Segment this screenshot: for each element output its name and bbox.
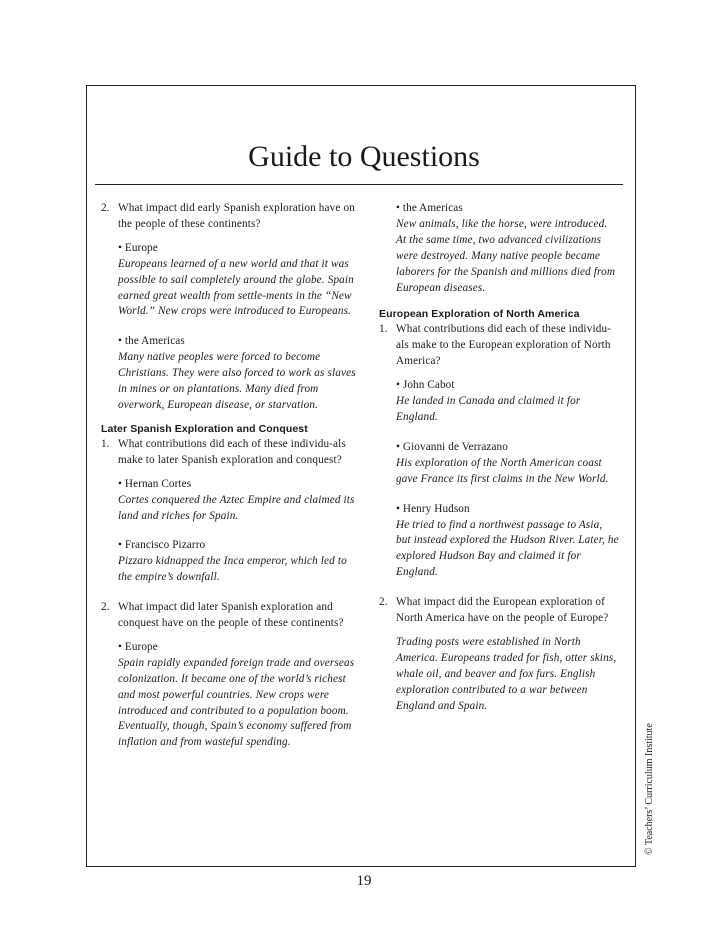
answer-text: Many native peoples were forced to become Christians. They were also forced to work as slaves in mines or on plantations. Many died from overwork, European disease, or starvation. xyxy=(118,351,356,411)
answer-text: Spain rapidly expanded foreign trade and overseas colonization. It became one of the world’s richest and most powerful countries. New crops were introduced and contributed to a population boom. Eventually, though, Spain’s economy suffered from inflation and from wasteful spending. xyxy=(118,656,355,749)
answer-text: He tried to find a northwest passage to Asia, but instead explored the Hudson River. Later, he explored Hudson Bay and claimed it for England. xyxy=(396,518,619,579)
question-text: What impact did the European exploration of North America have on the people of Europe? xyxy=(396,596,609,625)
question-text: What contributions did each of these individu-als make to later Spanish exploration and conquest? xyxy=(118,437,346,466)
subtopic-label: • Henry Hudson xyxy=(396,502,470,515)
left-column xyxy=(101,201,356,751)
question-number: 1. xyxy=(101,437,110,450)
subtopic-label: • the Americas xyxy=(396,202,463,214)
question-item xyxy=(101,201,356,233)
section-heading: Later Spanish Exploration and Conquest xyxy=(101,422,308,435)
question-number: 2. xyxy=(379,596,388,609)
question-item xyxy=(101,437,356,469)
copyright-notice: © Teachers’ Curriculum Institute xyxy=(644,723,655,855)
answer-text: Pizzaro kidnapped the Inca emperor, which led to the empire’s downfall. xyxy=(118,555,347,584)
subtopic-label: • Giovanni de Verrazano xyxy=(396,440,508,453)
title-divider xyxy=(95,184,623,185)
question-item xyxy=(379,322,619,370)
answer-text: Trading posts were established in North America. Europeans traded for fish, otter skins, whale oil, and beaver and fox furs. English exploration contributed to a war between England and Spain. xyxy=(396,635,617,712)
question-item xyxy=(101,600,356,632)
subtopic-label: • Europe xyxy=(118,241,158,254)
answer-text: His exploration of the North American coast gave France its first claims in the New World. xyxy=(396,456,609,485)
question-number: 2. xyxy=(101,601,110,614)
section-heading: European Exploration of North America xyxy=(379,308,580,321)
question-text: What impact did later Spanish exploration and conquest have on the people of these continents? xyxy=(118,601,344,630)
question-text: What impact did early Spanish exploration have on the people of these continents? xyxy=(118,202,355,230)
question-item xyxy=(379,595,619,627)
answer-text: New animals, like the horse, were introduced. At the same time, two advanced civilizations were destroyed. Many native people became laborers for the Spanish and millions died from European diseases. xyxy=(396,217,616,294)
subtopic-label: • Hernan Cortes xyxy=(118,477,192,490)
right-column xyxy=(379,201,619,714)
answer-text: Cortes conquered the Aztec Empire and claimed its land and riches for Spain. xyxy=(118,493,355,522)
subtopic-label: • Europe xyxy=(118,640,158,653)
page-title: Guide to Questions xyxy=(248,140,480,173)
subtopic-label: • the Americas xyxy=(118,335,185,348)
question-number: 2. xyxy=(101,202,110,214)
answer-text: Europeans learned of a new world and that it was possible to sail completely around the globe. Spain earned great wealth from settle-ments in the “New World.” New crops were introduced to Europeans. xyxy=(118,257,354,318)
subtopic-label: • Francisco Pizarro xyxy=(118,539,206,552)
subtopic-label: • John Cabot xyxy=(396,379,455,392)
question-text: What contributions did each of these individu-als make to the European exploration of North America? xyxy=(396,323,612,368)
answer-text: He landed in Canada and claimed it for England. xyxy=(396,395,581,423)
question-number: 1. xyxy=(379,323,388,336)
page-number: 19 xyxy=(356,873,372,889)
